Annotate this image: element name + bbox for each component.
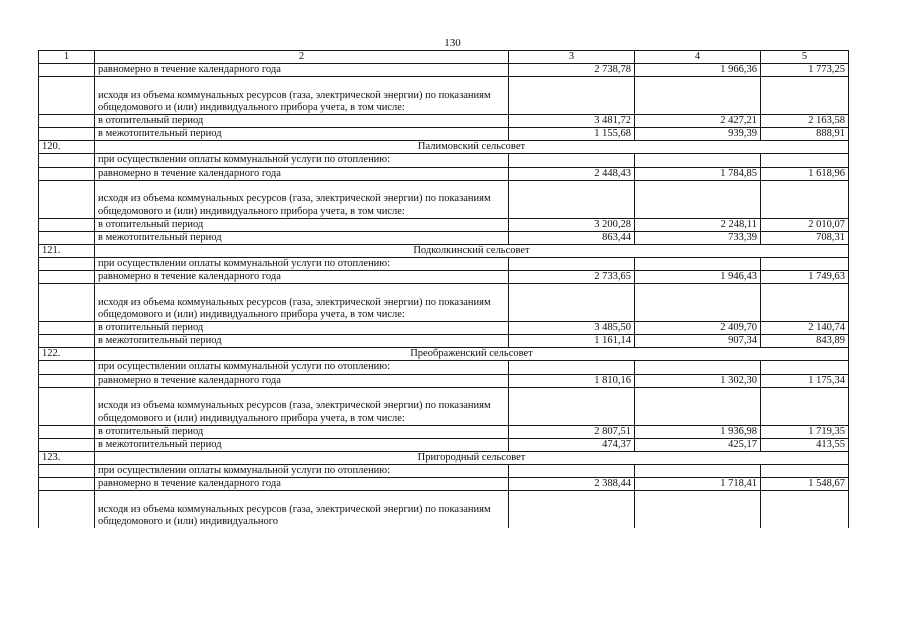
value-col-4: 1 718,41: [635, 477, 761, 490]
section-title: Палимовский сельсовет: [95, 141, 849, 154]
value-col-5: [761, 387, 849, 425]
table-row: [39, 167, 849, 180]
value-col-3: [509, 361, 635, 374]
table-row: [39, 257, 849, 270]
value-col-5: 1 618,96: [761, 167, 849, 180]
row-label: при осуществлении оплаты коммунальной услуги по отоплению:: [95, 361, 509, 374]
index-cell: [39, 438, 95, 451]
value-col-5: [761, 464, 849, 477]
table-row: [39, 154, 849, 167]
value-col-4: 939,39: [635, 128, 761, 141]
value-col-4: 2 248,11: [635, 218, 761, 231]
column-header: 5: [761, 51, 849, 64]
value-col-5: 1 175,34: [761, 374, 849, 387]
value-col-5: 2 163,58: [761, 115, 849, 128]
table-row: [39, 477, 849, 490]
value-col-5: 1 719,35: [761, 425, 849, 438]
table-row: [39, 335, 849, 348]
value-col-4: [635, 284, 761, 322]
value-col-4: 425,17: [635, 438, 761, 451]
index-cell: [39, 387, 95, 425]
row-label: в межотопительный период: [95, 335, 509, 348]
row-label: при осуществлении оплаты коммунальной услуги по отоплению:: [95, 464, 509, 477]
index-cell: [39, 464, 95, 477]
value-col-4: 2 409,70: [635, 322, 761, 335]
index-cell: [39, 218, 95, 231]
value-col-4: [635, 464, 761, 477]
index-cell: [39, 154, 95, 167]
value-col-4: 1 946,43: [635, 271, 761, 284]
row-label: в межотопительный период: [95, 231, 509, 244]
value-col-4: [635, 361, 761, 374]
row-label: равномерно в течение календарного года: [95, 64, 509, 77]
value-col-4: 907,34: [635, 335, 761, 348]
table-row: [39, 180, 849, 218]
row-label: в межотопительный период: [95, 438, 509, 451]
page-number: 130: [444, 37, 461, 49]
value-col-4: 733,39: [635, 231, 761, 244]
section-row: [39, 348, 849, 361]
value-col-4: 1 784,85: [635, 167, 761, 180]
section-index: 123.: [39, 451, 95, 464]
table-row: [39, 387, 849, 425]
value-col-5: 843,89: [761, 335, 849, 348]
table-row: [39, 115, 849, 128]
index-cell: [39, 128, 95, 141]
index-cell: [39, 322, 95, 335]
section-index: 121.: [39, 244, 95, 257]
value-col-3: 2 733,65: [509, 271, 635, 284]
value-col-3: 3 481,72: [509, 115, 635, 128]
table-row: [39, 374, 849, 387]
index-cell: [39, 77, 95, 115]
value-col-5: 1 749,63: [761, 271, 849, 284]
column-header: 1: [39, 51, 95, 64]
index-cell: [39, 335, 95, 348]
section-title: Преображенский сельсовет: [95, 348, 849, 361]
row-label: исходя из объема коммунальных ресурсов (газа, электрической энергии) по показаниям общедомового и (или) индивидуального прибора учета, в том числе:: [95, 77, 509, 115]
value-col-5: 1 773,25: [761, 64, 849, 77]
table-row: [39, 464, 849, 477]
value-col-5: [761, 491, 849, 529]
row-label: равномерно в течение календарного года: [95, 271, 509, 284]
value-col-5: [761, 180, 849, 218]
table-row: [39, 491, 849, 529]
value-col-3: 1 155,68: [509, 128, 635, 141]
value-col-3: [509, 77, 635, 115]
table-row: [39, 77, 849, 115]
index-cell: [39, 477, 95, 490]
value-col-5: [761, 77, 849, 115]
index-cell: [39, 361, 95, 374]
value-col-4: [635, 154, 761, 167]
table-body: [39, 51, 849, 529]
table-row: [39, 284, 849, 322]
value-col-5: [761, 154, 849, 167]
value-col-3: [509, 464, 635, 477]
index-cell: [39, 257, 95, 270]
table-row: [39, 361, 849, 374]
value-col-3: [509, 387, 635, 425]
value-col-3: [509, 180, 635, 218]
value-col-3: 1 161,14: [509, 335, 635, 348]
value-col-3: 1 810,16: [509, 374, 635, 387]
row-label: исходя из объема коммунальных ресурсов (газа, электрической энергии) по показаниям общедомового и (или) индивидуального прибора учета, в том числе:: [95, 387, 509, 425]
column-header: 2: [95, 51, 509, 64]
value-col-3: 863,44: [509, 231, 635, 244]
value-col-5: [761, 257, 849, 270]
table-header-row: [39, 51, 849, 64]
value-col-3: 3 485,50: [509, 322, 635, 335]
value-col-5: 2 010,07: [761, 218, 849, 231]
index-cell: [39, 374, 95, 387]
value-col-3: 3 200,28: [509, 218, 635, 231]
value-col-4: [635, 491, 761, 529]
value-col-3: 2 738,78: [509, 64, 635, 77]
row-label: равномерно в течение календарного года: [95, 374, 509, 387]
value-col-3: [509, 491, 635, 529]
section-row: [39, 141, 849, 154]
index-cell: [39, 284, 95, 322]
value-col-4: [635, 257, 761, 270]
value-col-3: 2 388,44: [509, 477, 635, 490]
row-label: исходя из объема коммунальных ресурсов (газа, электрической энергии) по показаниям общедомового и (или) индивидуального прибора учета, в том числе:: [95, 180, 509, 218]
row-label: в отопительный период: [95, 425, 509, 438]
row-label: в отопительный период: [95, 115, 509, 128]
row-label: в межотопительный период: [95, 128, 509, 141]
table-row: [39, 64, 849, 77]
value-col-3: 474,37: [509, 438, 635, 451]
table-row: [39, 322, 849, 335]
value-col-4: [635, 387, 761, 425]
value-col-5: 2 140,74: [761, 322, 849, 335]
value-col-5: [761, 361, 849, 374]
value-col-5: 708,31: [761, 231, 849, 244]
table-row: [39, 271, 849, 284]
value-col-4: 1 936,98: [635, 425, 761, 438]
value-col-4: [635, 180, 761, 218]
section-title: Подколкинский сельсовет: [95, 244, 849, 257]
value-col-3: 2 448,43: [509, 167, 635, 180]
section-index: 122.: [39, 348, 95, 361]
table-row: [39, 231, 849, 244]
index-cell: [39, 491, 95, 529]
value-col-3: [509, 154, 635, 167]
row-label: при осуществлении оплаты коммунальной услуги по отоплению:: [95, 154, 509, 167]
tariff-table: [38, 50, 849, 528]
value-col-4: 1 966,36: [635, 64, 761, 77]
index-cell: [39, 167, 95, 180]
row-label: исходя из объема коммунальных ресурсов (газа, электрической энергии) по показаниям общедомового и (или) индивидуального прибора учета, в том числе:: [95, 284, 509, 322]
row-label: равномерно в течение календарного года: [95, 167, 509, 180]
table-row: [39, 425, 849, 438]
table-row: [39, 218, 849, 231]
index-cell: [39, 180, 95, 218]
value-col-5: 413,55: [761, 438, 849, 451]
column-header: 4: [635, 51, 761, 64]
value-col-3: [509, 257, 635, 270]
index-cell: [39, 271, 95, 284]
table-row: [39, 438, 849, 451]
value-col-5: [761, 284, 849, 322]
table-row: [39, 128, 849, 141]
value-col-4: [635, 77, 761, 115]
value-col-4: 1 302,30: [635, 374, 761, 387]
section-row: [39, 244, 849, 257]
section-row: [39, 451, 849, 464]
value-col-3: [509, 284, 635, 322]
row-label: исходя из объема коммунальных ресурсов (газа, электрической энергии) по показаниям общедомового и (или) индивидуального: [95, 491, 509, 529]
index-cell: [39, 425, 95, 438]
value-col-3: 2 807,51: [509, 425, 635, 438]
row-label: равномерно в течение календарного года: [95, 477, 509, 490]
value-col-5: 888,91: [761, 128, 849, 141]
index-cell: [39, 115, 95, 128]
section-index: 120.: [39, 141, 95, 154]
row-label: в отопительный период: [95, 322, 509, 335]
index-cell: [39, 231, 95, 244]
column-header: 3: [509, 51, 635, 64]
row-label: при осуществлении оплаты коммунальной услуги по отоплению:: [95, 257, 509, 270]
row-label: в отопительный период: [95, 218, 509, 231]
section-title: Пригородный сельсовет: [95, 451, 849, 464]
index-cell: [39, 64, 95, 77]
value-col-4: 2 427,21: [635, 115, 761, 128]
value-col-5: 1 548,67: [761, 477, 849, 490]
